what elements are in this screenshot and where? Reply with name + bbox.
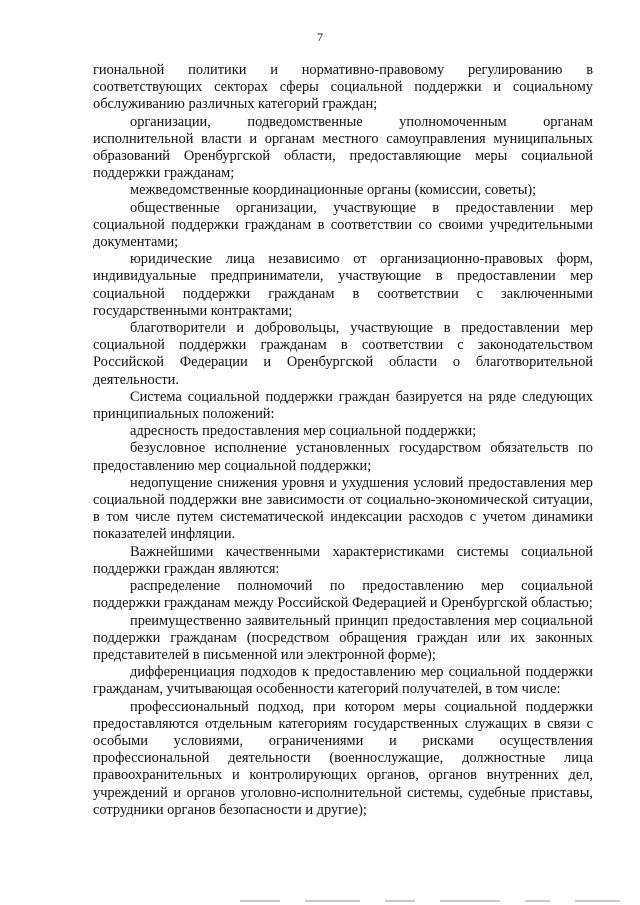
paragraph: преимущественно заявительный принцип предоставления мер социальной поддержки гражданам (посредством обращения граждан или их законных представителей в письменной или электронной форме); — [93, 612, 593, 663]
paragraph: юридические лица независимо от организационно-правовых форм, индивидуальные предприниматели, участвующие в предоставлении мер социальной поддержки гражданам в соответствии с заключенными государственными контрактами; — [93, 251, 593, 319]
footer-scan-marks — [240, 899, 620, 903]
paragraph: дифференциация подходов к предоставлению мер социальной поддержки гражданам, учитывающая особенности категорий получателей, в том числе: — [93, 664, 593, 698]
page-number: 7 — [317, 30, 323, 44]
paragraph: межведомственные координационные органы (комиссии, советы); — [130, 182, 537, 199]
paragraph: безусловное исполнение установленных государством обязательств по предоставлению мер социальной поддержки; — [93, 440, 593, 474]
document-body — [93, 62, 593, 819]
paragraph: организации, подведомственные уполномоченным органам исполнительной власти и органам местного самоуправления муниципальных образований Оренбургской области, предоставляющие меры социальной поддержки гражданам; — [93, 113, 593, 182]
paragraph: Важнейшими качественными характеристиками системы социальной поддержки граждан являются: — [93, 543, 593, 577]
paragraph: Система социальной поддержки граждан базируется на ряде следующих принципиальных положений: — [93, 388, 593, 423]
paragraph: благотворители и добровольцы, участвующие в предоставлении мер социальной поддержки гражданам в соответствии с законодательством Российской Федерации и Оренбургской области о благотворительной деятельности. — [93, 320, 593, 388]
paragraph: профессиональный подход, при котором меры социальной поддержки предоставляются отдельным категориям государственных служащих в связи с особыми условиями, ограничениями и рисками осуществления профессиональной деятельности (военнослужащие, должностные лица правоохранительных и контролирующих органов, органов внутренних дел, учреждений и органов уголовно-исполнительной системы, судебные приставы, сотрудники органов безопасности и другие); — [93, 698, 593, 818]
paragraph: гиональной политики и нормативно-правовому регулированию в соответствующих секторах сферы социальной поддержки и социальному обслуживанию различных категорий граждан; — [93, 62, 593, 113]
paragraph: недопущение снижения уровня и ухудшения условий предоставления мер социальной поддержки вне зависимости от социально-экономической ситуации, в том числе путем систематической индексации расходов с учетом динамики показателей инфляции. — [93, 474, 593, 543]
paragraph: адресность предоставления мер социальной поддержки; — [130, 423, 477, 440]
paragraph: общественные организации, участвующие в предоставлении мер социальной поддержки гражданам в соответствии со своими учредительными документами; — [93, 199, 593, 251]
paragraph: распределение полномочий по предоставлению мер социальной поддержки гражданам между Российской Федерацией и Оренбургской областью; — [93, 578, 593, 612]
